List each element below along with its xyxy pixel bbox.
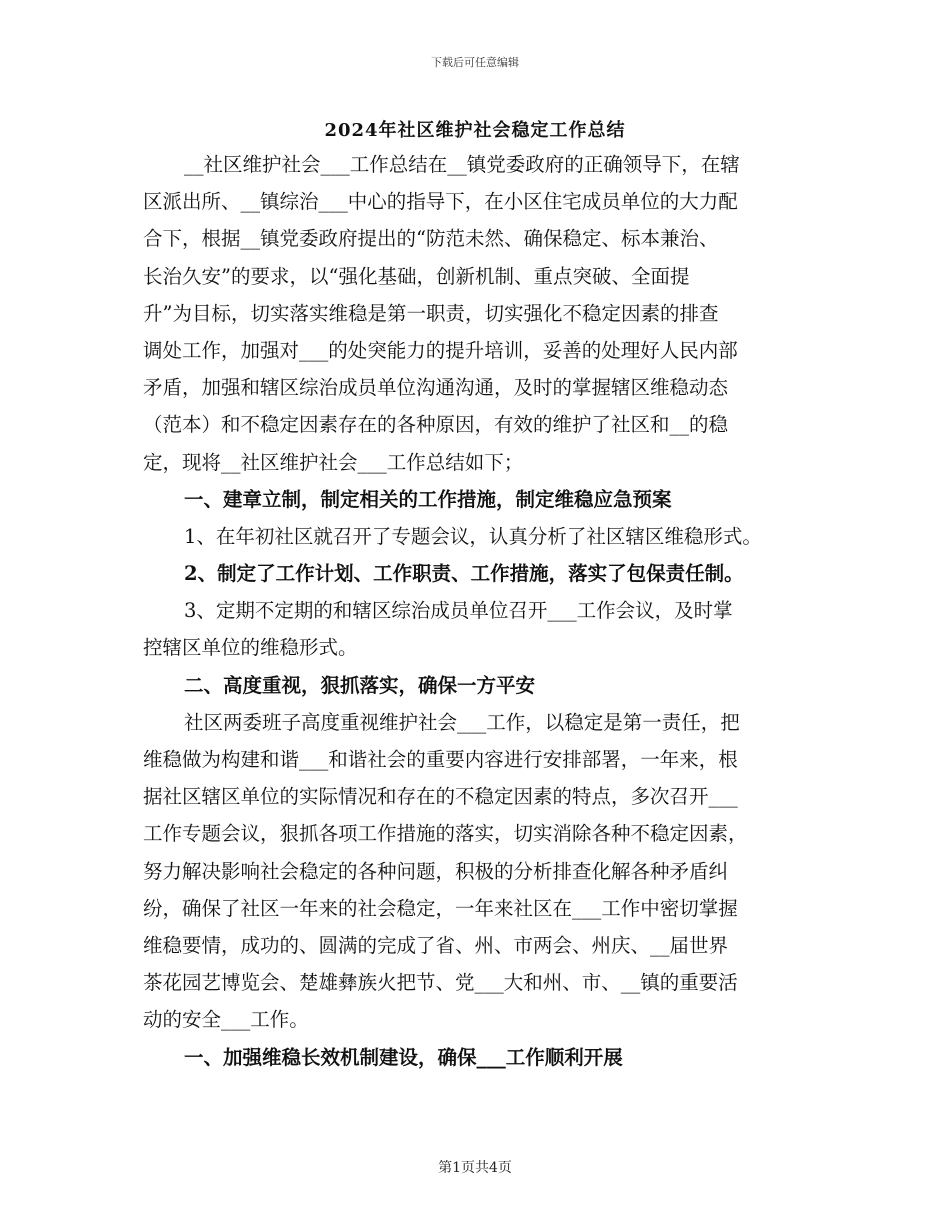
paragraph-line: __社区维护社会___工作总结在__镇党委政府的正确领导下，在辖: [184, 153, 740, 176]
paragraph-line: 调处工作，加强对___的处突能力的提升培训，妥善的处理好人民内部: [143, 338, 738, 362]
section-heading: 一、加强维稳长效机制建设，确保___工作顺利开展: [184, 1045, 623, 1069]
paragraph-line: 升”为目标，切实落实维稳是第一职责，切实强化不稳定因素的排查: [143, 301, 719, 325]
paragraph-line: 动的安全___工作。: [143, 1008, 309, 1032]
paragraph-line: 茶花园艺博览会、楚雄彝族火把节、党___大和州、市、__镇的重要活: [143, 971, 738, 995]
paragraph-line: 社区两委班子高度重视维护社会___工作，以稳定是第一责任，把: [184, 710, 740, 734]
list-item: 3、定期不定期的和辖区综治成员单位召开___工作会议，及时掌: [184, 599, 733, 623]
paragraph-line: 定，现将__社区维护社会___工作总结如下；: [143, 450, 524, 474]
paragraph-line: 工作专题会议，狠抓各项工作措施的落实，切实消除各种不稳定因素，: [143, 822, 748, 846]
section-heading: 一、建章立制，制定相关的工作措施，制定维稳应急预案: [184, 487, 672, 511]
paragraph-line: 维稳做为构建和谐___和谐社会的重要内容进行安排部署，一年来，根: [143, 748, 738, 771]
paragraph-line: 维稳要情，成功的、圆满的完成了省、州、市两会、州庆、__届世界: [143, 933, 729, 957]
page-header: 下载后可任意编辑: [431, 56, 519, 69]
paragraph-line: （范本）和不稳定因素存在的各种原因，有效的维护了社区和__的稳: [143, 413, 729, 437]
paragraph-line: 区派出所、__镇综治___中心的指导下，在小区住宅成员单位的大力配: [143, 190, 738, 214]
list-item: 1、在年初社区就召开了专题会议，认真分析了社区辖区维稳形式。: [184, 524, 762, 548]
paragraph-line: 努力解决影响社会稳定的各种问题，积极的分析排查化解各种矛盾纠: [143, 859, 729, 883]
page-footer: 第1页共4页: [438, 1160, 512, 1176]
paragraph-line: 合下，根据__镇党委政府提出的“防范未然、确保稳定、标本兼治、: [143, 227, 719, 251]
paragraph-line: 矛盾，加强和辖区综治成员单位沟通沟通，及时的掌握辖区维稳动态: [143, 376, 729, 400]
paragraph-line: 据社区辖区单位的实际情况和存在的不稳定因素的特点，多次召开___: [143, 785, 738, 809]
section-heading: 二、高度重视，狠抓落实，确保一方平安: [184, 673, 536, 697]
document-body: [143, 146, 823, 1076]
paragraph-line: 控辖区单位的维稳形式。: [143, 636, 358, 660]
paragraph-line: 纷，确保了社区一年来的社会稳定，一年来社区在___工作中密切掌握: [143, 896, 738, 920]
paragraph-line: 长治久安”的要求，以“强化基础，创新机制、重点突破、全面提: [143, 264, 690, 288]
list-item-bold: 2、制定了工作计划、工作职责、工作措施，落实了包保责任制。: [184, 562, 744, 586]
document-title: 2024年社区维护社会稳定工作总结: [324, 120, 626, 141]
